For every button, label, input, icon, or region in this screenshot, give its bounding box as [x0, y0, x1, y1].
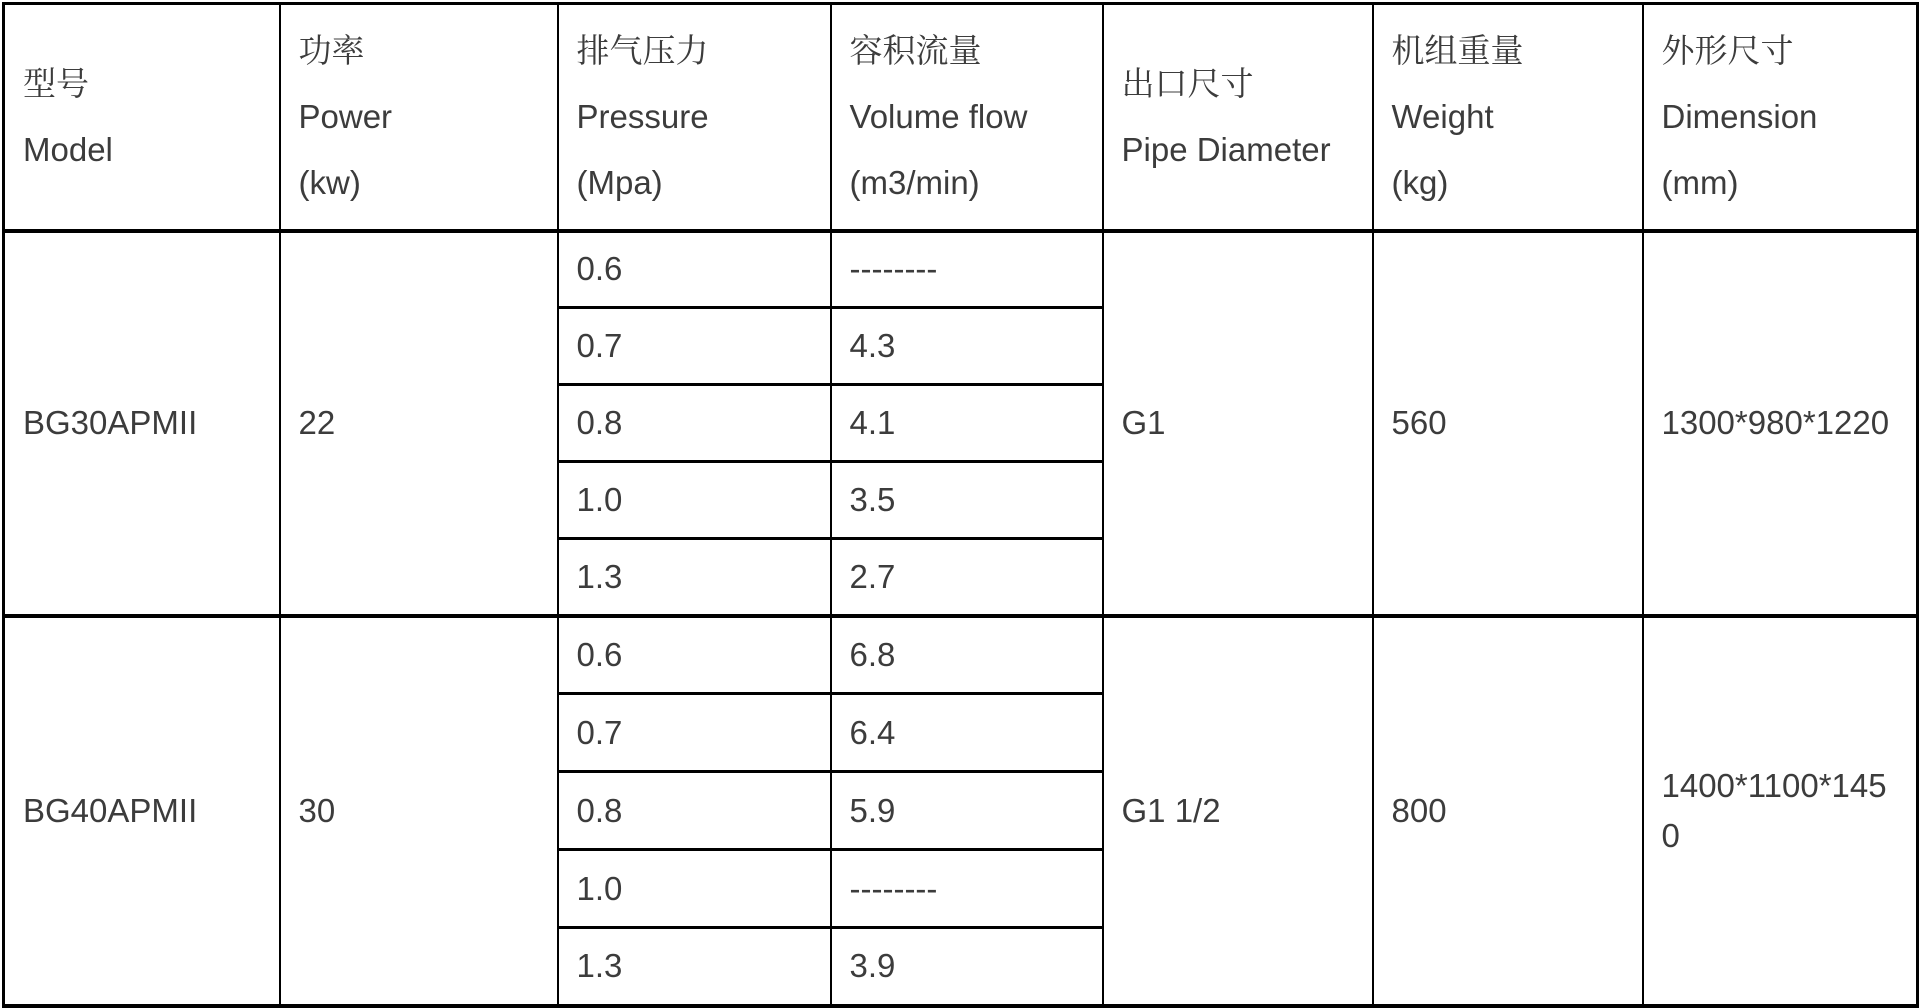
table-row — [4, 231, 1918, 308]
pressure-cell: 1.0 — [558, 462, 831, 539]
header-line-unit: (kg) — [1391, 163, 1449, 201]
header-line-en: Dimension — [1661, 97, 1818, 135]
header-line-unit: (mm) — [1661, 163, 1739, 201]
pressure-cell: 0.6 — [558, 616, 831, 694]
header-line-zh: 排气压力 — [576, 31, 709, 69]
model-cell: BG30APMII — [4, 231, 280, 616]
pipe-diameter-cell: G1 1/2 — [1103, 616, 1373, 1006]
header-line-unit: (kw) — [298, 163, 361, 201]
header-cell-weight — [1373, 4, 1643, 231]
pressure-cell: 1.0 — [558, 850, 831, 928]
pressure-cell: 1.3 — [558, 928, 831, 1006]
header-cell-model — [4, 4, 280, 231]
header-line-en: Weight — [1391, 97, 1494, 135]
header-line-zh: 机组重量 — [1391, 31, 1524, 69]
header-line-en: Volume flow — [849, 97, 1028, 135]
pressure-cell: 0.8 — [558, 385, 831, 462]
pipe-diameter-cell: G1 — [1103, 231, 1373, 616]
header-line-en: Power — [298, 97, 393, 135]
header-line-unit: (m3/min) — [849, 163, 980, 201]
dimension-cell: 1300*980*1220 — [1643, 231, 1918, 616]
header-cell-pressure — [558, 4, 831, 231]
model-cell: BG40APMII — [4, 616, 280, 1006]
header-line-zh: 外形尺寸 — [1661, 31, 1794, 69]
header-line-en: Pressure — [576, 97, 709, 135]
header-row — [4, 4, 1918, 231]
flow-cell: 6.8 — [831, 616, 1103, 694]
pressure-cell: 0.6 — [558, 231, 831, 308]
header-line-zh: 型号 — [23, 64, 89, 102]
table-row — [4, 616, 1918, 694]
header-cell-dimension — [1643, 4, 1918, 231]
header-line-zh: 出口尺寸 — [1121, 64, 1254, 102]
flow-cell: -------- — [831, 231, 1103, 308]
flow-cell: 4.3 — [831, 308, 1103, 385]
table-header — [4, 4, 1918, 231]
compressor-spec-table — [2, 2, 1919, 1008]
pressure-cell: 0.8 — [558, 772, 831, 850]
flow-cell: 2.7 — [831, 539, 1103, 616]
pressure-cell: 0.7 — [558, 308, 831, 385]
header-line-en: Pipe Diameter — [1121, 130, 1331, 168]
power-cell: 22 — [280, 231, 558, 616]
pressure-cell: 1.3 — [558, 539, 831, 616]
header-cell-power — [280, 4, 558, 231]
flow-cell: 4.1 — [831, 385, 1103, 462]
weight-cell: 800 — [1373, 616, 1643, 1006]
header-cell-volume-flow — [831, 4, 1103, 231]
flow-cell: 3.5 — [831, 462, 1103, 539]
weight-cell: 560 — [1373, 231, 1643, 616]
pressure-cell: 0.7 — [558, 694, 831, 772]
header-cell-pipe-diameter — [1103, 4, 1373, 231]
header-line-zh: 功率 — [298, 31, 365, 69]
flow-cell: 6.4 — [831, 694, 1103, 772]
flow-cell: -------- — [831, 850, 1103, 928]
header-line-en: Model — [23, 130, 113, 168]
header-line-unit: (Mpa) — [576, 163, 663, 201]
flow-cell: 5.9 — [831, 772, 1103, 850]
flow-cell: 3.9 — [831, 928, 1103, 1006]
dimension-cell: 1400*1100*1450 — [1643, 616, 1918, 1006]
header-line-zh: 容积流量 — [849, 31, 982, 69]
power-cell: 30 — [280, 616, 558, 1006]
table-body — [4, 231, 1918, 1006]
